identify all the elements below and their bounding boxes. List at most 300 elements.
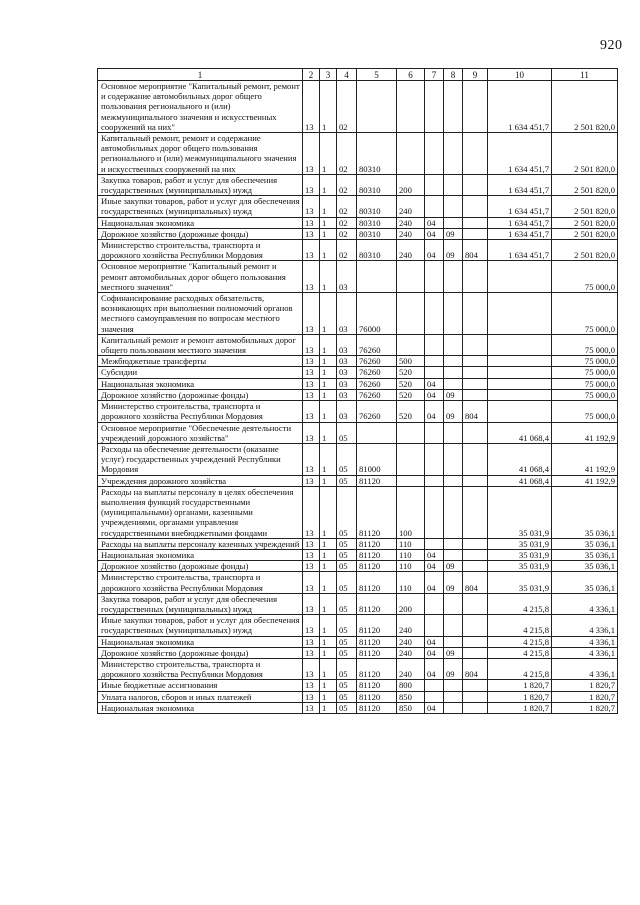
code-program: 13 [303, 196, 320, 217]
code-ministry [463, 549, 488, 560]
code-direction: 80310 [357, 196, 397, 217]
code-program: 13 [303, 538, 320, 549]
amount-year-2: 2 501 820,0 [552, 81, 618, 133]
row-name: Иные закупки товаров, работ и услуг для обеспечения государственных (муниципальных) нужд [98, 196, 303, 217]
code-section: 04 [425, 378, 444, 389]
code-ministry [463, 422, 488, 443]
amount-year-2: 35 036,1 [552, 486, 618, 538]
code-program: 13 [303, 389, 320, 400]
code-activity: 03 [337, 334, 357, 355]
table-body [98, 81, 618, 714]
code-ministry [463, 691, 488, 702]
table-row [98, 572, 618, 593]
amount-year-1: 1 634 451,7 [488, 240, 552, 261]
row-name: Дорожное хозяйство (дорожные фонды) [98, 561, 303, 572]
code-expense-type: 110 [397, 572, 425, 593]
amount-year-2: 75 000,0 [552, 378, 618, 389]
code-section: 04 [425, 636, 444, 647]
row-name: Иные закупки товаров, работ и услуг для обеспечения государственных (муниципальных) нужд [98, 615, 303, 636]
row-name: Национальная экономика [98, 217, 303, 228]
amount-year-1: 4 215,8 [488, 658, 552, 679]
code-program: 13 [303, 228, 320, 239]
row-name: Основное мероприятие "Обеспечение деятельности учреждений дорожного хозяйства" [98, 422, 303, 443]
column-header: 3 [320, 69, 337, 81]
code-ministry [463, 538, 488, 549]
table-row [98, 636, 618, 647]
code-activity: 05 [337, 549, 357, 560]
code-subprogram: 1 [320, 658, 337, 679]
code-subprogram: 1 [320, 356, 337, 367]
code-activity: 02 [337, 174, 357, 195]
code-subprogram: 1 [320, 174, 337, 195]
code-subsection [444, 691, 463, 702]
code-section [425, 293, 444, 335]
code-activity: 05 [337, 443, 357, 475]
code-expense-type: 850 [397, 691, 425, 702]
code-program: 13 [303, 636, 320, 647]
code-program: 13 [303, 378, 320, 389]
code-section [425, 443, 444, 475]
code-activity: 02 [337, 133, 357, 175]
code-ministry [463, 680, 488, 691]
row-name: Национальная экономика [98, 636, 303, 647]
amount-year-2: 35 036,1 [552, 549, 618, 560]
code-subprogram: 1 [320, 367, 337, 378]
amount-year-1 [488, 293, 552, 335]
column-header: 11 [552, 69, 618, 81]
code-direction: 76000 [357, 293, 397, 335]
code-activity: 05 [337, 538, 357, 549]
row-name: Иные бюджетные ассигнования [98, 680, 303, 691]
code-activity: 03 [337, 367, 357, 378]
page-number: 920 [600, 38, 623, 53]
code-subprogram: 1 [320, 334, 337, 355]
amount-year-1: 35 031,9 [488, 538, 552, 549]
code-subsection [444, 486, 463, 538]
code-program: 13 [303, 593, 320, 614]
amount-year-1: 4 215,8 [488, 647, 552, 658]
code-subprogram: 1 [320, 261, 337, 293]
code-ministry [463, 475, 488, 486]
amount-year-1: 41 068,4 [488, 475, 552, 486]
amount-year-1: 35 031,9 [488, 572, 552, 593]
code-subprogram: 1 [320, 196, 337, 217]
code-expense-type: 240 [397, 636, 425, 647]
table-row [98, 174, 618, 195]
code-subsection: 09 [444, 572, 463, 593]
code-subsection [444, 680, 463, 691]
code-ministry [463, 228, 488, 239]
amount-year-1: 1 634 451,7 [488, 196, 552, 217]
amount-year-1: 41 068,4 [488, 443, 552, 475]
code-expense-type: 240 [397, 240, 425, 261]
code-subprogram: 1 [320, 422, 337, 443]
code-activity: 03 [337, 401, 357, 422]
table-row [98, 217, 618, 228]
amount-year-1 [488, 389, 552, 400]
code-ministry: 804 [463, 658, 488, 679]
code-program: 13 [303, 367, 320, 378]
code-program: 13 [303, 356, 320, 367]
code-ministry [463, 261, 488, 293]
code-activity: 05 [337, 593, 357, 614]
amount-year-1 [488, 401, 552, 422]
row-name: Министерство строительства, транспорта и дорожного хозяйства Республики Мордовия [98, 572, 303, 593]
code-program: 13 [303, 217, 320, 228]
row-name: Расходы на выплаты персоналу в целях обеспечения выполнения функций государственными (муниципальными) органами, казенными учреждениями, органами управления государственными внебюджетными фондами [98, 486, 303, 538]
row-name: Дорожное хозяйство (дорожные фонды) [98, 647, 303, 658]
table-row [98, 561, 618, 572]
code-direction: 81120 [357, 658, 397, 679]
amount-year-2: 1 820,7 [552, 702, 618, 713]
code-section [425, 174, 444, 195]
code-subsection [444, 549, 463, 560]
table-row [98, 81, 618, 133]
table-row [98, 615, 618, 636]
code-subprogram: 1 [320, 443, 337, 475]
table-row [98, 658, 618, 679]
code-expense-type: 520 [397, 389, 425, 400]
code-subprogram: 1 [320, 486, 337, 538]
code-subprogram: 1 [320, 81, 337, 133]
code-section [425, 615, 444, 636]
row-name: Закупка товаров, работ и услуг для обеспечения государственных (муниципальных) нужд [98, 174, 303, 195]
code-ministry [463, 615, 488, 636]
code-ministry [463, 443, 488, 475]
amount-year-1: 35 031,9 [488, 549, 552, 560]
amount-year-2: 2 501 820,0 [552, 133, 618, 175]
code-program: 13 [303, 240, 320, 261]
code-program: 13 [303, 561, 320, 572]
code-direction: 81120 [357, 538, 397, 549]
code-section [425, 680, 444, 691]
code-program: 13 [303, 702, 320, 713]
code-program: 13 [303, 572, 320, 593]
column-header: 2 [303, 69, 320, 81]
amount-year-1: 1 820,7 [488, 691, 552, 702]
amount-year-2: 75 000,0 [552, 389, 618, 400]
code-section [425, 133, 444, 175]
code-direction [357, 422, 397, 443]
code-activity: 05 [337, 636, 357, 647]
table-row [98, 133, 618, 175]
code-subsection [444, 196, 463, 217]
code-program: 13 [303, 647, 320, 658]
amount-year-2: 2 501 820,0 [552, 174, 618, 195]
code-expense-type: 200 [397, 593, 425, 614]
table-row [98, 389, 618, 400]
code-activity: 05 [337, 486, 357, 538]
code-subsection: 09 [444, 240, 463, 261]
code-direction: 81120 [357, 647, 397, 658]
code-program: 13 [303, 81, 320, 133]
amount-year-1: 41 068,4 [488, 422, 552, 443]
code-direction: 81120 [357, 486, 397, 538]
table-row [98, 196, 618, 217]
code-subprogram: 1 [320, 228, 337, 239]
row-name: Межбюджетные трансферты [98, 356, 303, 367]
amount-year-1: 1 634 451,7 [488, 81, 552, 133]
code-direction: 76260 [357, 356, 397, 367]
code-section [425, 196, 444, 217]
amount-year-2: 4 336,1 [552, 636, 618, 647]
column-header: 8 [444, 69, 463, 81]
code-ministry [463, 702, 488, 713]
code-section: 04 [425, 702, 444, 713]
amount-year-1: 1 820,7 [488, 680, 552, 691]
amount-year-1 [488, 261, 552, 293]
code-program: 13 [303, 443, 320, 475]
code-section [425, 81, 444, 133]
amount-year-2: 1 820,7 [552, 691, 618, 702]
code-subsection [444, 133, 463, 175]
table-row [98, 367, 618, 378]
code-ministry: 804 [463, 401, 488, 422]
table-row [98, 401, 618, 422]
column-header: 1 [98, 69, 303, 81]
code-direction: 80310 [357, 133, 397, 175]
code-program: 13 [303, 658, 320, 679]
code-activity: 02 [337, 196, 357, 217]
code-direction: 76260 [357, 389, 397, 400]
code-subprogram: 1 [320, 561, 337, 572]
code-section [425, 538, 444, 549]
code-ministry [463, 636, 488, 647]
amount-year-1: 4 215,8 [488, 615, 552, 636]
code-subprogram: 1 [320, 133, 337, 175]
amount-year-2: 75 000,0 [552, 261, 618, 293]
code-ministry [463, 356, 488, 367]
code-section [425, 691, 444, 702]
code-expense-type: 200 [397, 174, 425, 195]
code-section: 04 [425, 549, 444, 560]
code-expense-type: 110 [397, 549, 425, 560]
amount-year-2: 75 000,0 [552, 356, 618, 367]
code-ministry [463, 196, 488, 217]
column-header: 10 [488, 69, 552, 81]
code-direction: 76260 [357, 401, 397, 422]
code-direction: 81120 [357, 593, 397, 614]
code-subsection: 09 [444, 228, 463, 239]
code-direction [357, 261, 397, 293]
amount-year-2: 75 000,0 [552, 401, 618, 422]
amount-year-2: 4 336,1 [552, 593, 618, 614]
code-section [425, 475, 444, 486]
code-expense-type [397, 422, 425, 443]
row-name: Дорожное хозяйство (дорожные фонды) [98, 389, 303, 400]
code-activity: 02 [337, 217, 357, 228]
amount-year-2: 41 192,9 [552, 443, 618, 475]
code-expense-type: 520 [397, 378, 425, 389]
code-direction: 80310 [357, 217, 397, 228]
code-subprogram: 1 [320, 680, 337, 691]
code-expense-type: 520 [397, 367, 425, 378]
code-expense-type [397, 475, 425, 486]
code-expense-type: 850 [397, 702, 425, 713]
code-expense-type: 800 [397, 680, 425, 691]
code-ministry [463, 593, 488, 614]
code-activity: 02 [337, 240, 357, 261]
row-name: Расходы на обеспечение деятельности (оказание услуг) государственных учреждений Республики Мордовия [98, 443, 303, 475]
amount-year-1: 1 634 451,7 [488, 217, 552, 228]
code-ministry: 804 [463, 572, 488, 593]
code-ministry [463, 647, 488, 658]
amount-year-1: 1 634 451,7 [488, 174, 552, 195]
code-expense-type: 110 [397, 561, 425, 572]
code-direction [357, 81, 397, 133]
code-subprogram: 1 [320, 538, 337, 549]
code-subsection [444, 702, 463, 713]
table-row [98, 356, 618, 367]
code-section [425, 334, 444, 355]
row-name: Министерство строительства, транспорта и дорожного хозяйства Республики Мордовия [98, 658, 303, 679]
code-activity: 05 [337, 475, 357, 486]
row-name: Субсидии [98, 367, 303, 378]
code-subsection [444, 367, 463, 378]
code-subprogram: 1 [320, 636, 337, 647]
code-section: 04 [425, 228, 444, 239]
code-subsection: 09 [444, 647, 463, 658]
code-subsection [444, 443, 463, 475]
code-expense-type: 240 [397, 658, 425, 679]
column-header: 5 [357, 69, 397, 81]
code-section [425, 486, 444, 538]
code-activity: 05 [337, 422, 357, 443]
amount-year-2: 4 336,1 [552, 647, 618, 658]
row-name: Основное мероприятие "Капитальный ремонт и ремонт автомобильных дорог общего пользования местного значения" [98, 261, 303, 293]
row-name: Расходы на выплаты персоналу казенных учреждений [98, 538, 303, 549]
column-header: 6 [397, 69, 425, 81]
code-ministry [463, 389, 488, 400]
code-activity: 03 [337, 261, 357, 293]
code-expense-type [397, 293, 425, 335]
amount-year-1 [488, 378, 552, 389]
code-expense-type: 240 [397, 647, 425, 658]
code-direction: 81000 [357, 443, 397, 475]
code-activity: 05 [337, 561, 357, 572]
code-direction: 76260 [357, 334, 397, 355]
code-direction: 81120 [357, 549, 397, 560]
code-subsection [444, 261, 463, 293]
code-program: 13 [303, 401, 320, 422]
code-section [425, 422, 444, 443]
code-direction: 81120 [357, 561, 397, 572]
code-subprogram: 1 [320, 593, 337, 614]
column-header: 7 [425, 69, 444, 81]
table-row [98, 293, 618, 335]
code-subsection [444, 378, 463, 389]
row-name: Национальная экономика [98, 702, 303, 713]
row-name: Капитальный ремонт, ремонт и содержание автомобильных дорог общего пользования регионального и (или) межмуниципального значения и искусственных сооружений на них [98, 133, 303, 175]
table-row [98, 261, 618, 293]
code-section: 04 [425, 658, 444, 679]
code-expense-type [397, 133, 425, 175]
code-subsection [444, 174, 463, 195]
table-row [98, 443, 618, 475]
code-activity: 03 [337, 378, 357, 389]
code-subprogram: 1 [320, 401, 337, 422]
amount-year-2: 2 501 820,0 [552, 240, 618, 261]
table-row [98, 486, 618, 538]
row-name: Национальная экономика [98, 549, 303, 560]
row-name: Закупка товаров, работ и услуг для обеспечения государственных (муниципальных) нужд [98, 593, 303, 614]
code-program: 13 [303, 293, 320, 335]
code-program: 13 [303, 174, 320, 195]
code-direction: 76260 [357, 367, 397, 378]
table-row [98, 228, 618, 239]
code-program: 13 [303, 549, 320, 560]
table-row [98, 334, 618, 355]
code-expense-type: 520 [397, 401, 425, 422]
code-section: 04 [425, 647, 444, 658]
row-name: Дорожное хозяйство (дорожные фонды) [98, 228, 303, 239]
amount-year-2: 35 036,1 [552, 561, 618, 572]
code-activity: 02 [337, 81, 357, 133]
code-subsection: 09 [444, 401, 463, 422]
table-row [98, 593, 618, 614]
table-row [98, 378, 618, 389]
code-ministry [463, 293, 488, 335]
code-direction: 76260 [357, 378, 397, 389]
table-row [98, 691, 618, 702]
column-header: 4 [337, 69, 357, 81]
code-section [425, 356, 444, 367]
code-expense-type: 240 [397, 228, 425, 239]
code-section: 04 [425, 217, 444, 228]
table-row [98, 475, 618, 486]
code-direction: 81120 [357, 615, 397, 636]
code-program: 13 [303, 261, 320, 293]
code-program: 13 [303, 334, 320, 355]
code-subprogram: 1 [320, 240, 337, 261]
row-name: Учреждения дорожного хозяйства [98, 475, 303, 486]
table-row [98, 422, 618, 443]
code-program: 13 [303, 486, 320, 538]
amount-year-1 [488, 367, 552, 378]
code-section: 04 [425, 561, 444, 572]
amount-year-1 [488, 356, 552, 367]
code-activity: 05 [337, 702, 357, 713]
code-direction: 81120 [357, 680, 397, 691]
code-subsection [444, 593, 463, 614]
code-subsection [444, 217, 463, 228]
amount-year-1: 4 215,8 [488, 636, 552, 647]
code-expense-type: 240 [397, 217, 425, 228]
amount-year-2: 75 000,0 [552, 293, 618, 335]
code-ministry [463, 81, 488, 133]
code-expense-type: 240 [397, 615, 425, 636]
code-section: 04 [425, 572, 444, 593]
code-program: 13 [303, 133, 320, 175]
code-activity: 05 [337, 691, 357, 702]
code-subprogram: 1 [320, 475, 337, 486]
code-activity: 05 [337, 680, 357, 691]
table-row [98, 549, 618, 560]
code-ministry [463, 561, 488, 572]
amount-year-2: 2 501 820,0 [552, 196, 618, 217]
code-ministry [463, 133, 488, 175]
amount-year-1 [488, 334, 552, 355]
row-name: Софинансирование расходных обязательств, возникающих при выполнении полномочий органов местного самоуправления по вопросам местного значения [98, 293, 303, 335]
code-ministry: 804 [463, 240, 488, 261]
code-subsection [444, 422, 463, 443]
amount-year-2: 75 000,0 [552, 367, 618, 378]
amount-year-1: 1 634 451,7 [488, 228, 552, 239]
amount-year-1: 1 634 451,7 [488, 133, 552, 175]
code-subprogram: 1 [320, 378, 337, 389]
code-program: 13 [303, 615, 320, 636]
amount-year-1: 1 820,7 [488, 702, 552, 713]
